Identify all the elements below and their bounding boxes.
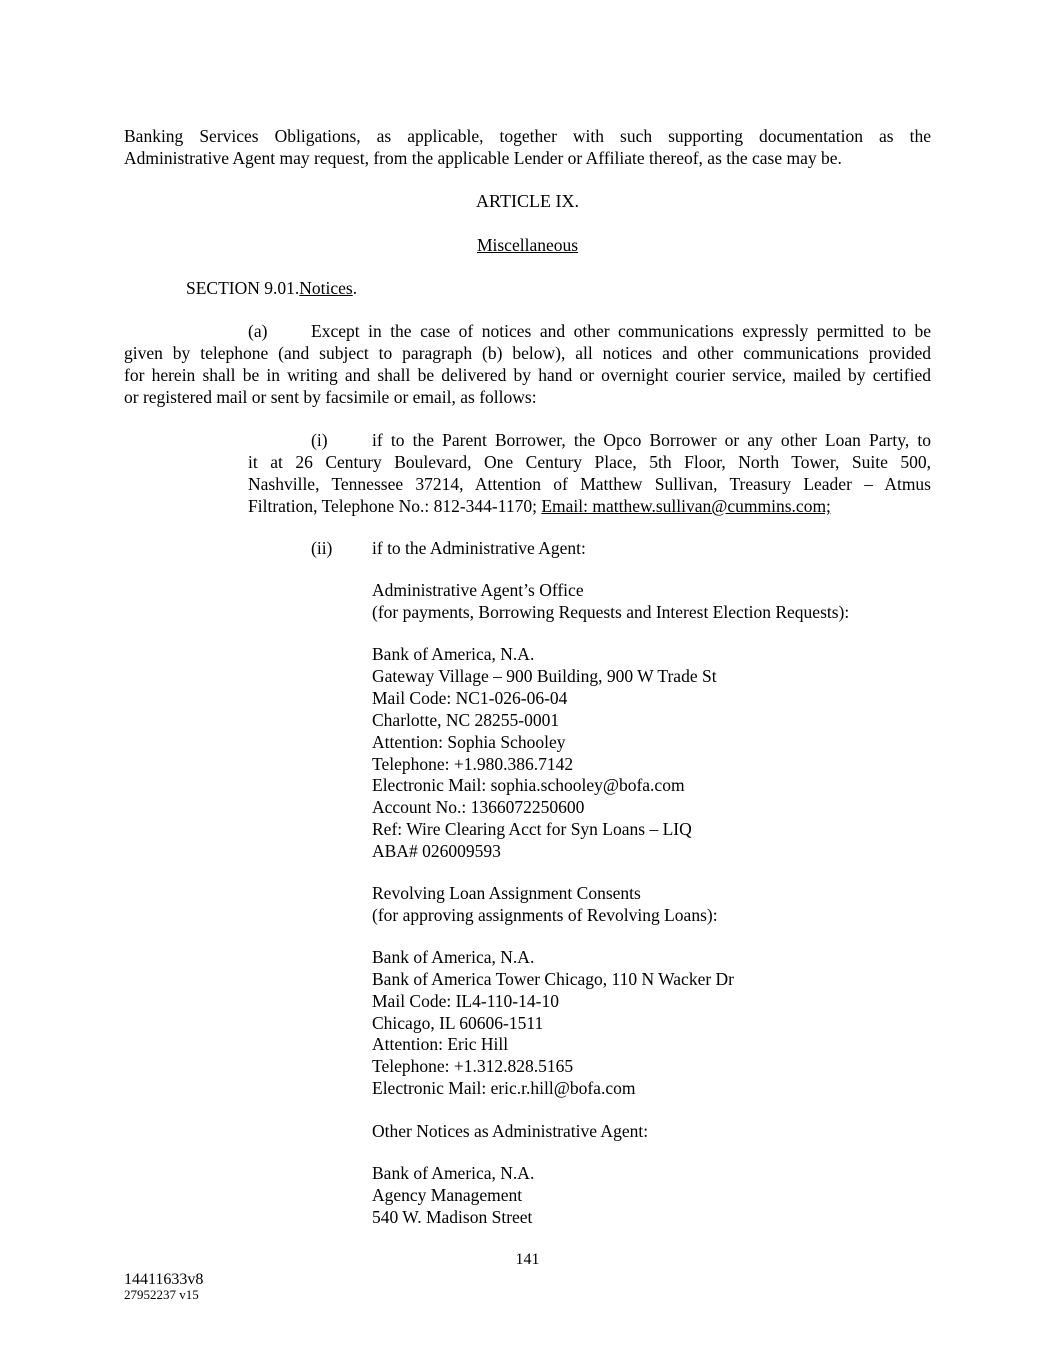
office-line: ABA# 026009593 [372, 841, 501, 861]
section-period: . [352, 278, 358, 298]
para-a-line-1: Except in the case of notices and other communications expressly permitted to be [311, 321, 931, 341]
para-a-line-2: given by telephone (and subject to paragraph (b) below), all notices and other communications provided [124, 343, 931, 363]
other-line: Agency Management [372, 1185, 523, 1205]
office-line: Charlotte, NC 28255-0001 [372, 710, 560, 730]
revolving-line: Bank of America, N.A. [372, 947, 535, 967]
revolving-line: Mail Code: IL4-110-14-10 [372, 991, 559, 1011]
para-i-line-4-text: Filtration, Telephone No.: 812-344-1170; [248, 496, 542, 516]
revolving-line: Chicago, IL 60606-1511 [372, 1013, 544, 1033]
para-ii-label: (ii) [311, 538, 333, 558]
para-i-line-3: Nashville, Tennessee 37214, Attention of Matthew Sullivan, Treasury Leader – Atmus [248, 474, 931, 494]
revolving-line: Attention: Eric Hill [372, 1034, 509, 1054]
section-heading [186, 277, 357, 299]
doc-id-primary: 14411633v8 [124, 1271, 204, 1288]
section-number: SECTION 9.01. [186, 278, 300, 298]
para-i-line-1: if to the Parent Borrower, the Opco Borrower or any other Loan Party, to [372, 430, 931, 450]
article-subheading-text: Miscellaneous [476, 235, 579, 255]
para-i-line-2: it at 26 Century Boulevard, One Century Place, 5th Floor, North Tower, Suite 500, [248, 452, 931, 472]
office-title: Administrative Agent’s Office [372, 580, 584, 600]
para-ii-text: if to the Administrative Agent: [372, 538, 586, 558]
page-number: 141 [515, 1251, 540, 1268]
email-link[interactable]: Email: matthew.sullivan@cummins.com; [541, 496, 831, 516]
office-subtitle: (for payments, Borrowing Requests and Interest Election Requests): [372, 602, 850, 622]
office-line: Bank of America, N.A. [372, 644, 535, 664]
para-a-line-3: for herein shall be in writing and shall be delivered by hand or overnight courier service, mailed by certified [124, 365, 931, 385]
revolving-line: Telephone: +1.312.828.5165 [372, 1056, 574, 1076]
para-i-line-4 [248, 495, 831, 517]
para-i-label: (i) [311, 430, 328, 450]
office-line: Mail Code: NC1-026-06-04 [372, 688, 568, 708]
other-title: Other Notices as Administrative Agent: [372, 1121, 649, 1141]
article-subheading [0, 234, 1055, 256]
office-line: Attention: Sophia Schooley [372, 732, 566, 752]
other-line: Bank of America, N.A. [372, 1163, 535, 1183]
office-line: Ref: Wire Clearing Acct for Syn Loans – LIQ [372, 819, 692, 839]
other-line: 540 W. Madison Street [372, 1207, 533, 1227]
continuation-line-1: Banking Services Obligations, as applicable, together with such supporting documentation as the [124, 126, 931, 146]
doc-id-secondary: 27952237 v15 [124, 1287, 199, 1302]
article-heading: ARTICLE IX. [476, 191, 579, 211]
para-a-label: (a) [248, 321, 268, 341]
revolving-title: Revolving Loan Assignment Consents [372, 883, 641, 903]
office-line: Gateway Village – 900 Building, 900 W Trade St [372, 666, 717, 686]
office-line: Telephone: +1.980.386.7142 [372, 754, 574, 774]
revolving-line: Electronic Mail: eric.r.hill@bofa.com [372, 1078, 636, 1098]
para-a-line-4: or registered mail or sent by facsimile or email, as follows: [124, 387, 537, 407]
revolving-subtitle: (for approving assignments of Revolving Loans): [372, 905, 718, 925]
office-line: Electronic Mail: sophia.schooley@bofa.com [372, 775, 685, 795]
revolving-line: Bank of America Tower Chicago, 110 N Wacker Dr [372, 969, 735, 989]
continuation-line-2: Administrative Agent may request, from the applicable Lender or Affiliate thereof, as the case may be. [124, 148, 842, 168]
section-title: Notices [299, 278, 353, 298]
office-line: Account No.: 1366072250600 [372, 797, 585, 817]
